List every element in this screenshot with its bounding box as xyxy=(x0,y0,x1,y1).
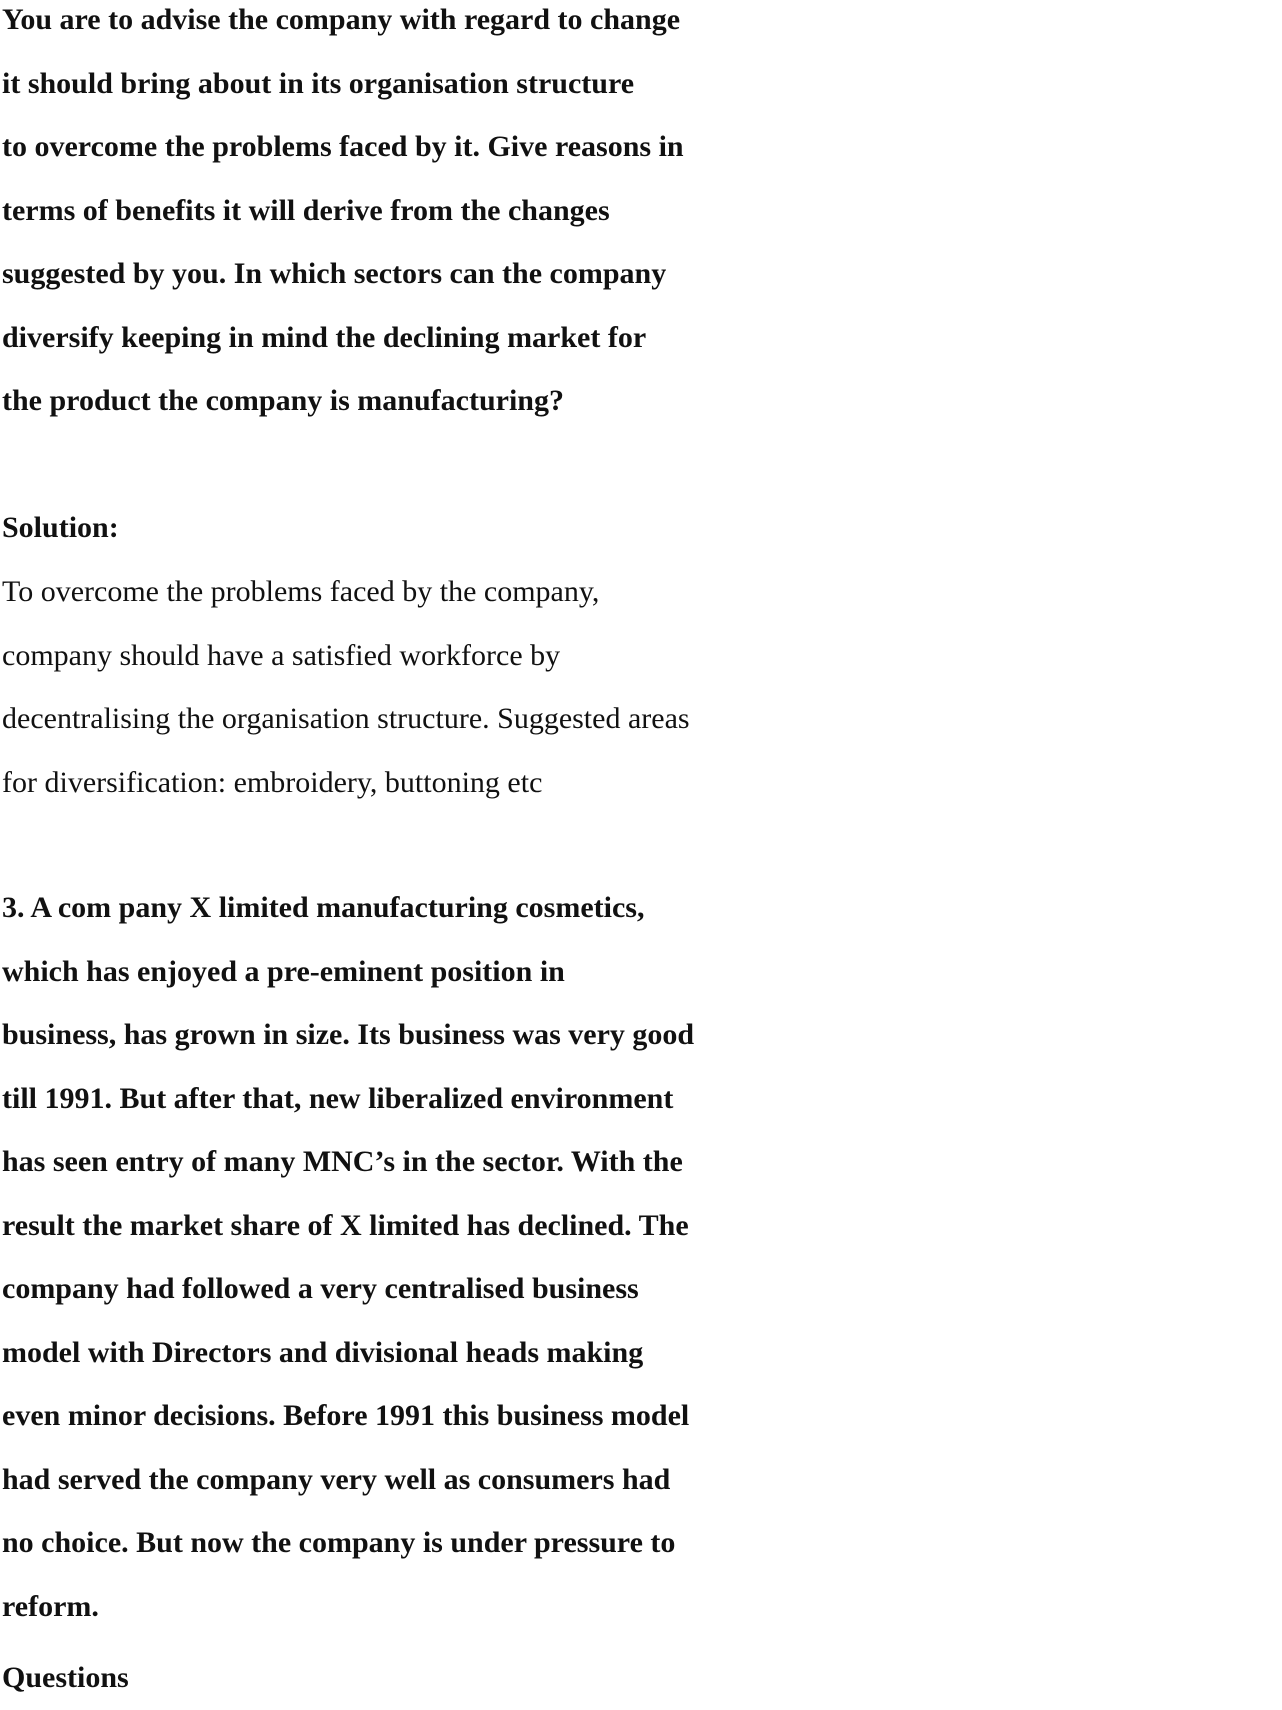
question-line: the product the company is manufacturing? xyxy=(2,384,564,417)
question-3-line: model with Directors and divisional heads making xyxy=(2,1335,644,1369)
questions-heading xyxy=(2,1646,1280,1710)
question-line: suggested by you. In which sectors can the company xyxy=(2,257,667,290)
question-3-line: result the market share of X limited has declined. The xyxy=(2,1208,689,1242)
solution-heading xyxy=(2,496,1280,560)
question-line: it should bring about in its organisation structure xyxy=(2,66,635,100)
question-3-line: business, has grown in size. Its business was very good xyxy=(2,1018,695,1051)
question-3-paragraph xyxy=(2,876,1280,1638)
solution-heading-text: Solution: xyxy=(2,511,119,544)
solution-line: for diversification: embroidery, buttoning etc xyxy=(2,765,543,799)
question-3-line: has seen entry of many MNC’s in the sector. With the xyxy=(2,1145,683,1178)
question-paragraph xyxy=(2,0,1280,433)
solution-line: decentralising the organisation structure. Suggested areas xyxy=(2,702,690,735)
question-3-line: even minor decisions. Before 1991 this business model xyxy=(2,1399,690,1432)
question-3-line: no choice. But now the company is under pressure to xyxy=(2,1526,676,1559)
solution-line: To overcome the problems faced by the company, xyxy=(2,575,600,608)
question-line: terms of benefits it will derive from the changes xyxy=(2,193,610,227)
question-3-line: 3. A com pany X limited manufacturing cosmetics, xyxy=(2,891,645,924)
question-line: to overcome the problems faced by it. Give reasons in xyxy=(2,130,684,163)
question-line: You are to advise the company with regard to change xyxy=(2,3,681,36)
solution-line: company should have a satisfied workforce by xyxy=(2,638,561,672)
question-3-line: till 1991. But after that, new liberalized environment xyxy=(2,1081,674,1115)
question-3-line: had served the company very well as consumers had xyxy=(2,1462,671,1496)
solution-paragraph xyxy=(2,560,1280,814)
question-3-line: which has enjoyed a pre-eminent position in xyxy=(2,954,565,988)
question-3-line: reform. xyxy=(2,1589,99,1623)
question-3-line: company had followed a very centralised business xyxy=(2,1272,639,1305)
question-line: diversify keeping in mind the declining market for xyxy=(2,320,647,354)
questions-heading-text: Questions xyxy=(2,1661,129,1694)
